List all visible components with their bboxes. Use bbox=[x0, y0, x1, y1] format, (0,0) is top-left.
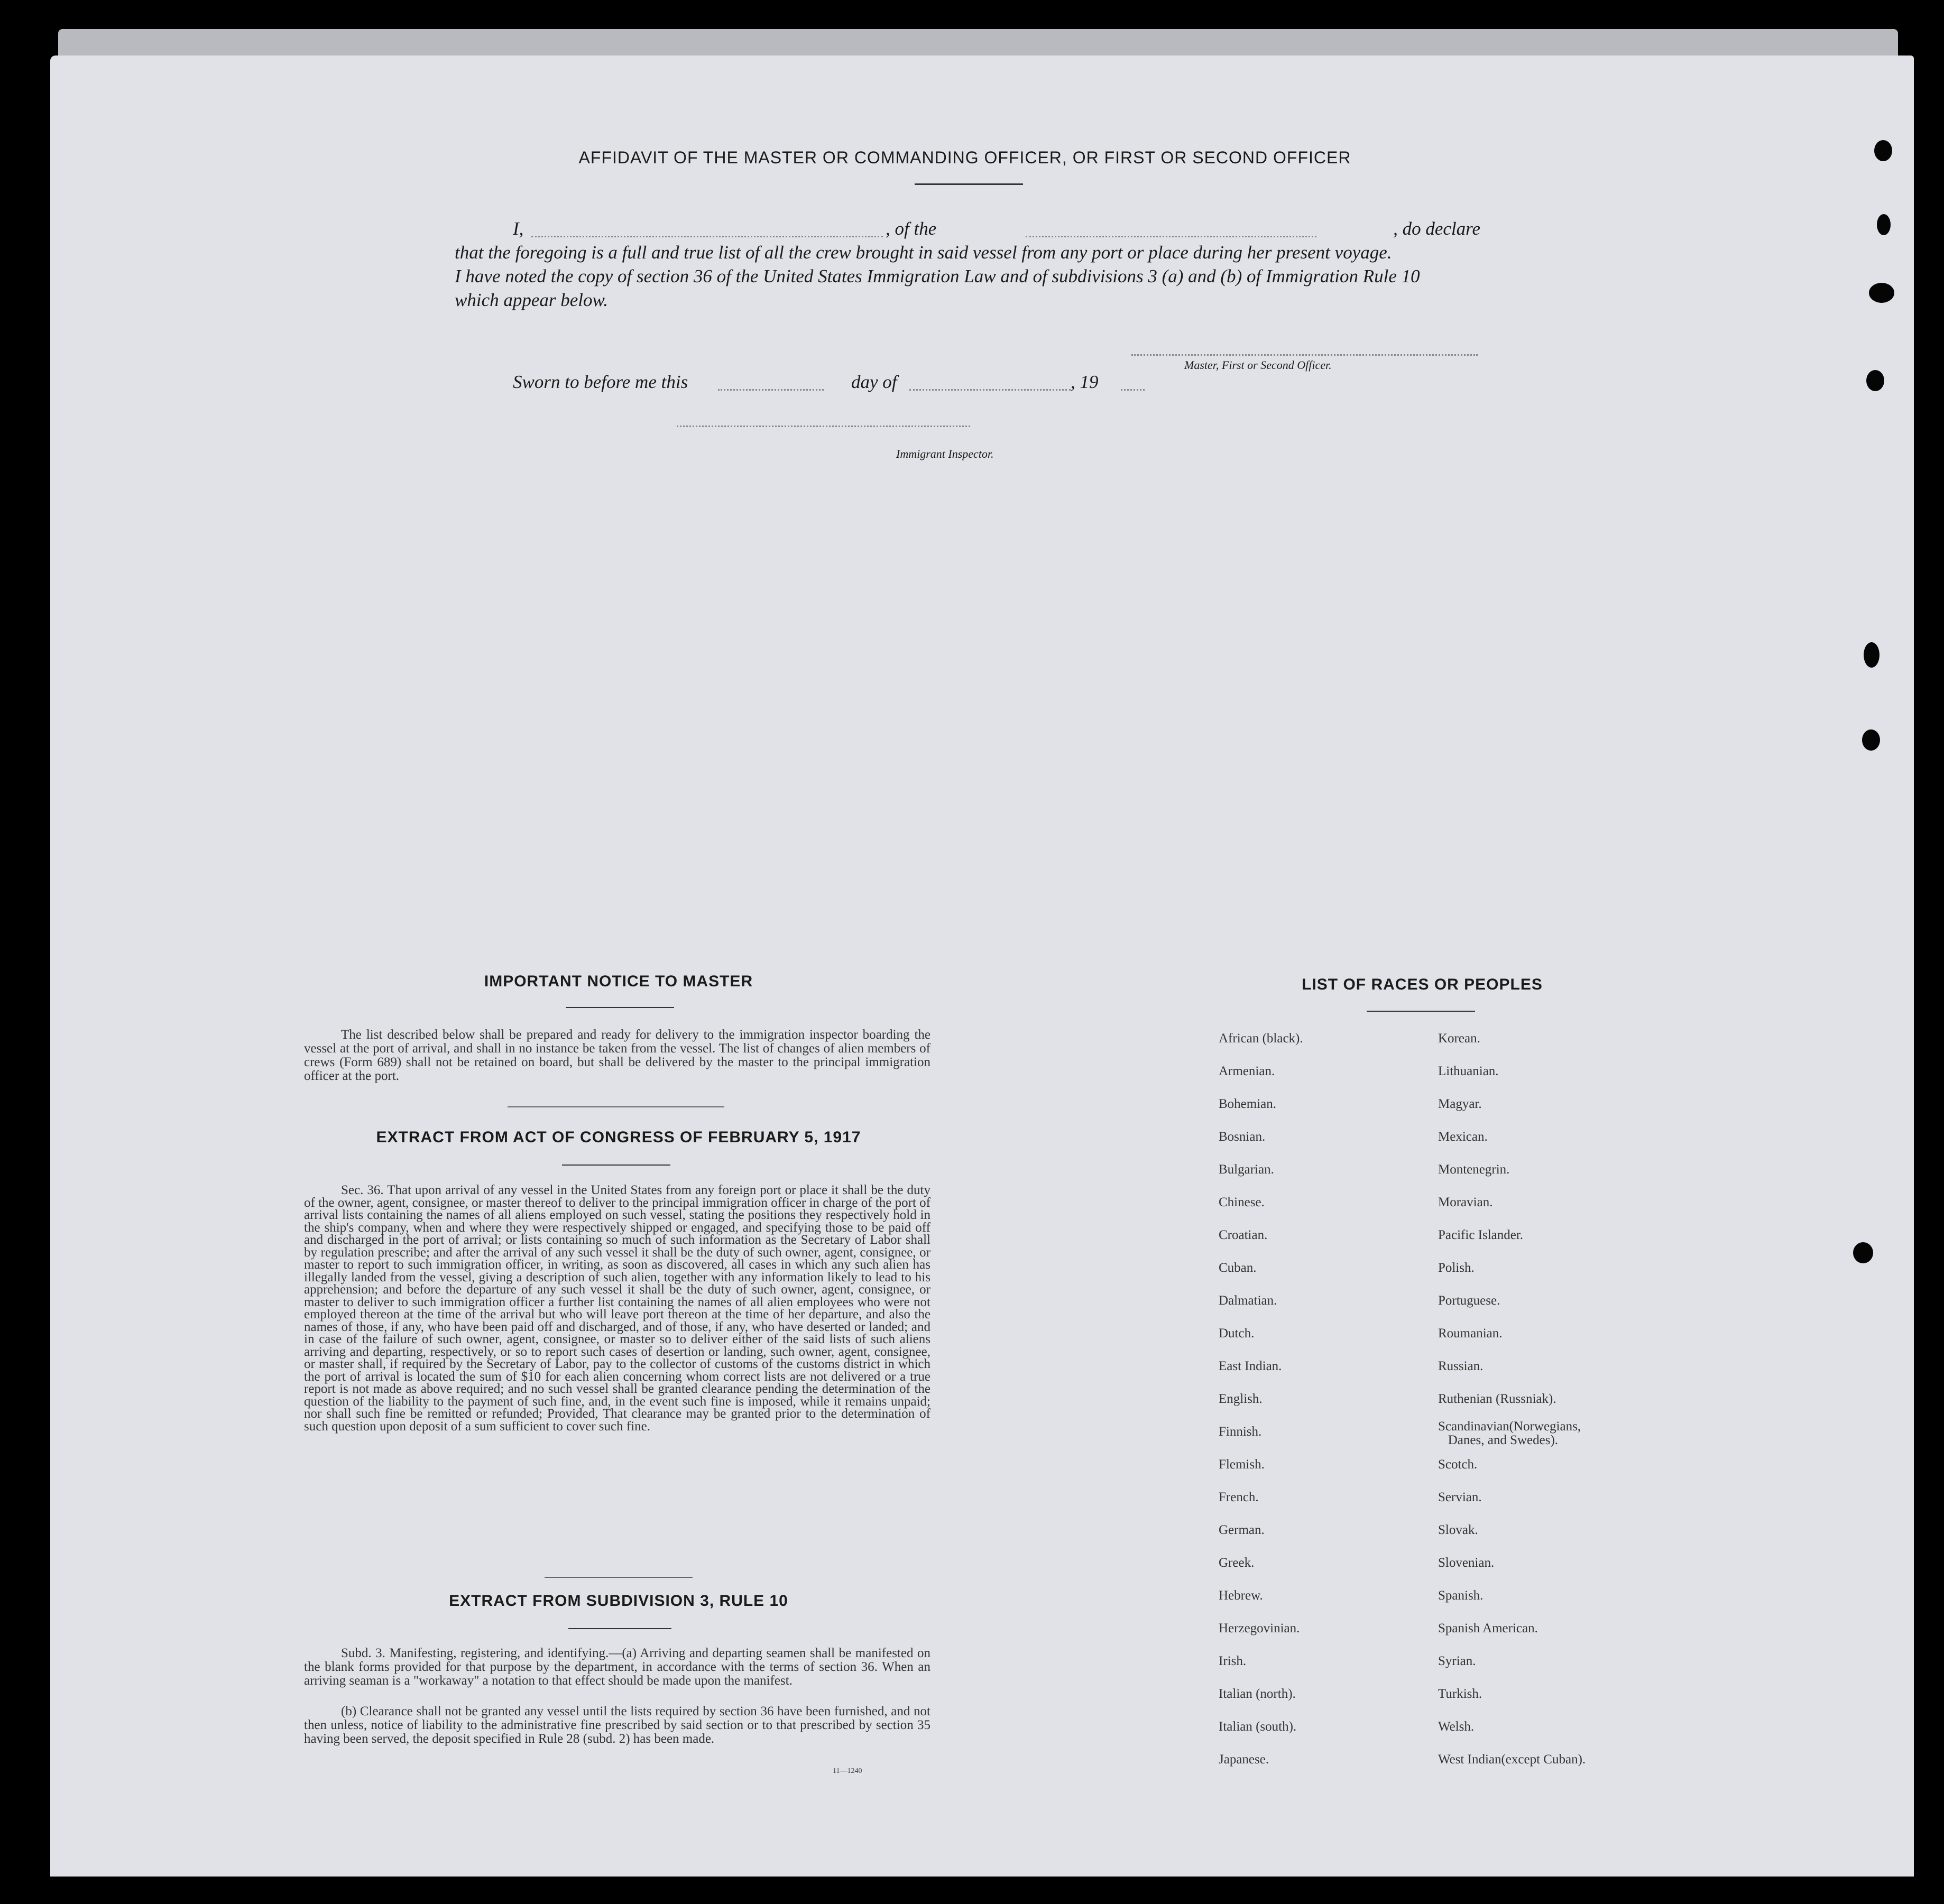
inspector-label: Immigrant Inspector. bbox=[896, 447, 994, 460]
list-item: Spanish. bbox=[1438, 1588, 1484, 1603]
rule-extract-para-b: (b) Clearance shall not be granted any vessel until the lists required by section 36 have been furnished, and not then unless, notice of liability to the administrative fine prescribed by said section or to that prescribed by section 35 having been served, the deposit specified in Rule 28 (subd. 2) has been made. bbox=[304, 1704, 930, 1746]
list-item: Cuban. bbox=[1219, 1261, 1257, 1275]
list-item: Portuguese. bbox=[1438, 1293, 1500, 1308]
list-item: Hebrew. bbox=[1219, 1588, 1263, 1603]
sworn-month-field[interactable] bbox=[909, 389, 1071, 391]
act-extract-title: EXTRACT FROM ACT OF CONGRESS OF FEBRUARY 5, 1917 bbox=[376, 1129, 861, 1146]
binder-hole bbox=[1869, 283, 1894, 303]
list-item: Slovak. bbox=[1438, 1523, 1478, 1537]
list-item: Chinese. bbox=[1219, 1195, 1265, 1209]
binder-hole bbox=[1866, 370, 1884, 391]
list-item: African (black). bbox=[1219, 1031, 1303, 1046]
list-item: Turkish. bbox=[1438, 1687, 1482, 1701]
sworn-year-field[interactable] bbox=[1121, 389, 1145, 391]
notice-underline bbox=[566, 1007, 674, 1008]
list-item: East Indian. bbox=[1219, 1359, 1282, 1373]
sworn-line bbox=[513, 370, 1163, 396]
list-item: Scotch. bbox=[1438, 1457, 1478, 1472]
do-declare-label: , do declare bbox=[1393, 218, 1480, 239]
list-item: Dutch. bbox=[1219, 1326, 1255, 1341]
affidavit-body bbox=[455, 217, 1480, 312]
act-extract-text: Sec. 36. That upon arrival of any vessel in the United States from any foreign port or place it shall be the duty of the owner, agent, consignee, or master thereof to deliver to the principal immigration officer in charge of the port of arrival lists containing the names of all aliens employed on such vessel, stating the positions they respectively hold in the ship's company, when and where they were respectively shipped or engaged, and specifying those to be paid off and discharged in the port of arrival; or lists containing so much of such information as the Secretary of Labor shall by regulation prescribe; and after the arrival of any such vessel it shall be the duty of such owner, agent, consignee, or master to report to such immigration officer, in writing, as soon as discovered, all cases in which any such alien has illegally landed from the vessel, giving a description of such alien, together with any information likely to lead to his apprehension; and before the departure of any such vessel it shall be the duty of such owner, agent, consignee, or master to deliver to such immigration officer a further list containing the names of all alien employees who were not employed thereon at the time of the arrival but who will leave port thereon at the time of her departure, and also the names of those, if any, who have been paid off and discharged, and of those, if any, who have deserted or landed; and in case of the failure of such owner, agent, consignee, or master so to deliver either of the said lists of such aliens arriving and departing, respectively, or so to report such cases of desertion or landing, such owner, agent, consignee, or master shall, if required by the Secretary of Labor, pay to the collector of customs of the customs district in which the port of arrival is located the sum of $10 for each alien concerning whom correct lists are not delivered or a true report is not made as above required; and no such vessel shall be granted clearance pending the determination of the question of the liability to the payment of such fine, and, in the event such fine is imposed, while it remains unpaid; nor shall such fine be remitted or refunded; Provided, That clearance may be granted prior to the determination of such question upon deposit of a sum sufficient to cover such fine. bbox=[304, 1183, 930, 1434]
list-item: Russian. bbox=[1438, 1359, 1484, 1373]
i-label: I, bbox=[513, 218, 524, 239]
list-item: Lithuanian. bbox=[1438, 1064, 1499, 1078]
list-item: Flemish. bbox=[1219, 1457, 1265, 1472]
list-item: Slovenian. bbox=[1438, 1556, 1495, 1570]
rule-extract-title: EXTRACT FROM SUBDIVISION 3, RULE 10 bbox=[449, 1592, 788, 1610]
list-item: Finnish. bbox=[1219, 1425, 1262, 1439]
sworn-label: Sworn to before me this bbox=[513, 372, 688, 392]
list-item: Pacific Islander. bbox=[1438, 1228, 1524, 1242]
list-item: Montenegrin. bbox=[1438, 1162, 1510, 1177]
list-item: Korean. bbox=[1438, 1031, 1480, 1046]
binder-hole bbox=[1862, 729, 1880, 751]
list-item: Bulgarian. bbox=[1219, 1162, 1274, 1177]
binder-hole bbox=[1853, 1242, 1873, 1263]
notice-text: The list described below shall be prepared and ready for delivery to the immigration inspector boarding the vessel at the port of arrival, and shall in no instance be taken from the vessel. The list of changes of alien members of crews (Form 689) shall not be retained on board, but shall be delivered by the master to the principal immigration officer at the port. bbox=[304, 1028, 930, 1083]
form-number: 11—1240 bbox=[833, 1767, 862, 1775]
list-item: Croatian. bbox=[1219, 1228, 1268, 1242]
binder-hole bbox=[1874, 140, 1892, 161]
list-item: West Indian(except Cuban). bbox=[1438, 1752, 1586, 1767]
affidavit-line-4: which appear below. bbox=[455, 290, 609, 310]
list-item: Armenian. bbox=[1219, 1064, 1275, 1078]
of-the-label: , of the bbox=[886, 218, 937, 239]
act-divider bbox=[545, 1577, 693, 1578]
list-item: Japanese. bbox=[1219, 1752, 1269, 1767]
list-item: Polish. bbox=[1438, 1261, 1475, 1275]
notice-divider bbox=[508, 1106, 724, 1107]
list-item: Syrian. bbox=[1438, 1654, 1476, 1668]
list-item: Herzegovinian. bbox=[1219, 1621, 1300, 1635]
list-item: Bosnian. bbox=[1219, 1130, 1266, 1144]
year-label: , 19 bbox=[1071, 372, 1099, 392]
list-item: English. bbox=[1219, 1392, 1263, 1406]
vessel-name-field[interactable] bbox=[1026, 236, 1316, 237]
list-item: German. bbox=[1219, 1523, 1265, 1537]
officer-name-field[interactable] bbox=[531, 236, 883, 237]
list-item: Spanish American. bbox=[1438, 1621, 1538, 1635]
rule-extract-para-a: Subd. 3. Manifesting, registering, and identifying.—(a) Arriving and departing seamen shall be manifested on the blank forms provided for that purpose by the department, in accordance with the terms of section 36. When an arriving seaman is a "workaway" a notation to that effect should be made upon the manifest. bbox=[304, 1646, 930, 1688]
binder-hole bbox=[1864, 642, 1879, 668]
list-item: Italian (north). bbox=[1219, 1687, 1296, 1701]
title-underline bbox=[915, 183, 1023, 185]
notice-title: IMPORTANT NOTICE TO MASTER bbox=[484, 973, 753, 990]
sworn-day-field[interactable] bbox=[718, 389, 824, 391]
races-right-column bbox=[1438, 1022, 1586, 1776]
races-title: LIST OF RACES OR PEOPLES bbox=[1302, 976, 1543, 993]
races-left-column bbox=[1219, 1022, 1303, 1776]
list-item: Mexican. bbox=[1438, 1130, 1488, 1144]
inspector-signature-field[interactable] bbox=[677, 426, 970, 427]
list-item: Servian. bbox=[1438, 1490, 1482, 1504]
master-signature-label: Master, First or Second Officer. bbox=[1184, 358, 1332, 372]
list-item: Irish. bbox=[1219, 1654, 1247, 1668]
list-item: Magyar. bbox=[1438, 1097, 1482, 1111]
list-item: Greek. bbox=[1219, 1556, 1255, 1570]
binder-hole bbox=[1877, 214, 1891, 235]
act-extract-underline bbox=[562, 1164, 670, 1166]
list-item: Dalmatian. bbox=[1219, 1293, 1277, 1308]
list-item: Moravian. bbox=[1438, 1195, 1493, 1209]
list-item: Bohemian. bbox=[1219, 1097, 1277, 1111]
list-item: Ruthenian (Russniak). bbox=[1438, 1392, 1556, 1406]
affidavit-line-3: I have noted the copy of section 36 of the United States Immigration Law and of subdivisions 3 (a) and (b) of Immigration Rule 10 bbox=[455, 266, 1420, 286]
races-underline bbox=[1367, 1011, 1475, 1012]
list-item: Roumanian. bbox=[1438, 1326, 1503, 1341]
list-item: Scandinavian(Norwegians, Danes, and Swedes). bbox=[1438, 1419, 1581, 1447]
affidavit-line-2: that the foregoing is a full and true list of all the crew brought in said vessel from any port or place during her present voyage. bbox=[455, 242, 1392, 263]
list-item: Welsh. bbox=[1438, 1720, 1475, 1734]
rule-extract-underline bbox=[568, 1628, 671, 1629]
list-item: Italian (south). bbox=[1219, 1720, 1297, 1734]
list-item: French. bbox=[1219, 1490, 1259, 1504]
day-of-label: day of bbox=[851, 372, 897, 392]
affidavit-title: AFFIDAVIT OF THE MASTER OR COMMANDING OFFICER, OR FIRST OR SECOND OFFICER bbox=[578, 148, 1351, 167]
